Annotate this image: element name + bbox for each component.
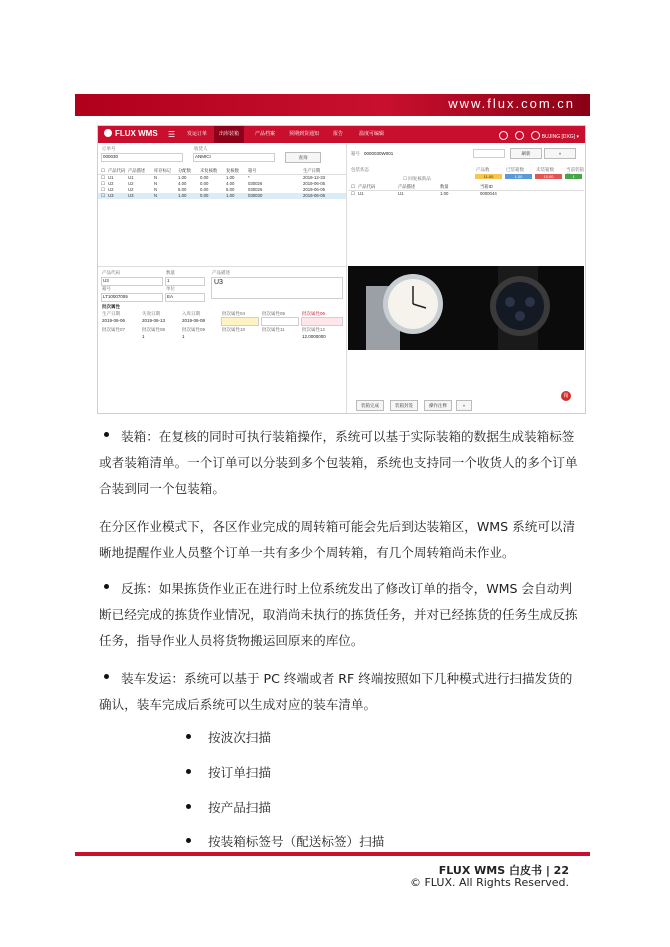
refresh-button[interactable]: 刷新 bbox=[510, 148, 542, 159]
cell: U1 bbox=[108, 175, 114, 180]
user-icon[interactable] bbox=[531, 131, 540, 140]
grid-checkbox-icon[interactable]: ☐ bbox=[101, 168, 105, 173]
metric-head: 当前装箱 bbox=[566, 167, 584, 172]
cell: 4.00 bbox=[226, 181, 235, 186]
metric-value-blue: 1.00 bbox=[505, 174, 532, 179]
sub-item-order: 按订单扫描 bbox=[208, 765, 271, 780]
user-name: BUJING [DXG] bbox=[541, 134, 576, 140]
table-row[interactable]: ☐ U1 U1 1.00 0000044 bbox=[351, 191, 497, 196]
qty-label: 数量 bbox=[166, 270, 175, 275]
grid-head-2: 库存标记 bbox=[154, 168, 172, 173]
sub-item-wave: 按波次扫描 bbox=[208, 730, 271, 745]
attr-input[interactable] bbox=[221, 317, 259, 326]
cell: 1.00 bbox=[226, 175, 235, 180]
product-label: 产品代码 bbox=[102, 270, 120, 275]
pack-complete-button[interactable]: 装箱完成 bbox=[356, 400, 384, 411]
cell: 2019-12-33 bbox=[303, 175, 325, 180]
cell: U2 bbox=[108, 181, 114, 186]
watch-photo bbox=[348, 266, 584, 350]
wms-screenshot bbox=[97, 125, 586, 414]
qty-input[interactable] bbox=[165, 277, 205, 286]
cell: 1.00 bbox=[440, 191, 449, 196]
grid-head-5: 复核数 bbox=[226, 168, 239, 173]
sub-item-product: 按产品扫描 bbox=[208, 800, 271, 815]
cell: 0.00 bbox=[200, 187, 209, 192]
left-top-pane bbox=[98, 144, 347, 266]
desc-label: 产品描述 bbox=[212, 270, 230, 275]
attr-value[interactable]: 2019-06-08 bbox=[182, 318, 206, 323]
cell: U2 bbox=[108, 187, 114, 192]
right-bottom-pane bbox=[348, 351, 584, 412]
desc-value: U3 bbox=[214, 279, 223, 286]
right-grid-head: 数量 bbox=[440, 184, 449, 189]
left-grid bbox=[98, 168, 346, 264]
product-input[interactable] bbox=[101, 277, 163, 286]
attr-label: 批次属性07 bbox=[102, 327, 126, 332]
metric-value-yellow: 11.00 bbox=[475, 174, 502, 179]
table-row[interactable]: ☐ U2 U2 N 5.00 0.00 5.00 030026 2019-06-05 bbox=[101, 187, 325, 192]
seal-box-button[interactable]: 装箱封签 bbox=[390, 400, 418, 411]
grid-head-7: 生产日期 bbox=[303, 168, 321, 173]
nav-item-4[interactable]: 报告 bbox=[333, 131, 344, 137]
attr-label: 生产日期 bbox=[102, 311, 120, 316]
attr-title: 批次属性 bbox=[102, 304, 120, 309]
metric-head: 未装箱数 bbox=[536, 167, 554, 172]
grid-head-4: 未复核数 bbox=[200, 168, 218, 173]
sub-bullet-4 bbox=[186, 838, 191, 843]
cell: U2 bbox=[128, 181, 134, 186]
metric-value-green: 1 bbox=[565, 174, 582, 179]
cell: 5.00 bbox=[226, 187, 235, 192]
order-label: 订单号 bbox=[102, 146, 116, 151]
attr-input[interactable] bbox=[261, 317, 299, 326]
metric-head: 产品数 bbox=[476, 167, 490, 172]
sub-bullet-3 bbox=[186, 804, 191, 809]
right-grid-head: 当箱ID bbox=[480, 184, 493, 189]
product-value: U3 bbox=[103, 278, 109, 283]
app-topbar bbox=[98, 126, 585, 143]
paragraph-zone: 在分区作业模式下，各区作业完成的周转箱可能会先后到达装箱区，WMS 系统可以清晰地提醒作业人员整个订单一共有多少个周转箱，有几个周转箱尚未作业。 bbox=[99, 519, 576, 560]
metric-head: 已装箱数 bbox=[506, 167, 524, 172]
order-value: 000030 bbox=[103, 154, 119, 159]
cell: U1 bbox=[398, 191, 404, 196]
more-button[interactable]: » bbox=[456, 400, 472, 411]
query-button[interactable]: 查询 bbox=[285, 152, 321, 163]
app-name: FLUX WMS bbox=[115, 129, 158, 138]
attr-label: 批次属性09 bbox=[182, 327, 206, 332]
cell: 1.00 bbox=[178, 193, 187, 198]
attr-label: 批次属性04 bbox=[222, 311, 246, 316]
grid-head-1: 产品描述 bbox=[128, 168, 146, 173]
paragraph-reverse-pick: 反拣：如果拣货作业正在进行时上位系统发出了修改订单的指令，WMS 会自动判断已经完成的拣货作业情况，取消尚未执行的拣货任务，并对已经拣货的任务生成反拣任务，指导作业人员将货物搬运回原来的库位。 bbox=[99, 581, 578, 648]
detail-pane bbox=[98, 266, 347, 413]
cell: 0.00 bbox=[200, 193, 209, 198]
cell: 2019-06-05 bbox=[303, 181, 325, 186]
consignee-value: ANMICI bbox=[195, 154, 211, 159]
nav-item-5[interactable]: 温度可编辑 bbox=[359, 131, 385, 137]
right-grid-header: ☐ 产品代码 产品描述 数量 当箱ID bbox=[348, 184, 584, 191]
cell: U1 bbox=[128, 175, 134, 180]
grid-head-3: 分配数 bbox=[178, 168, 191, 173]
footer-copyright: © FLUX. All Rights Reserved. bbox=[409, 876, 569, 889]
info-icon[interactable] bbox=[515, 131, 524, 140]
cell: 0.00 bbox=[200, 175, 209, 180]
unit-label: 单位 bbox=[166, 286, 175, 291]
bell-icon[interactable] bbox=[499, 131, 508, 140]
sub-item-label: 按装箱标签号（配送标签）扫描 bbox=[208, 834, 385, 849]
cell: 030030 bbox=[248, 193, 263, 198]
cell: N bbox=[154, 181, 158, 186]
footer-title: FLUX WMS 白皮书 | 22 bbox=[438, 864, 569, 877]
grid-head-0: 产品代码 bbox=[108, 168, 126, 173]
cell: 030026 bbox=[248, 181, 263, 186]
consignee-label: 收货人 bbox=[194, 146, 208, 151]
cell: 1.00 bbox=[226, 193, 235, 198]
cell: 1.00 bbox=[178, 175, 187, 180]
box-label: 箱号 bbox=[102, 286, 111, 291]
cell: N bbox=[154, 193, 158, 198]
metric-value-red: 10.00 bbox=[535, 174, 562, 179]
cell: U3 bbox=[108, 193, 114, 198]
table-row[interactable]: ☐ U1 U1 N 1.00 0.00 1.00 * 2019-12-33 bbox=[101, 175, 325, 180]
cell: 0.00 bbox=[200, 181, 209, 186]
nav-item-0[interactable]: 发运订单 bbox=[187, 131, 208, 137]
attr-label: 批次属性10 bbox=[222, 327, 246, 332]
cell: 5.00 bbox=[178, 187, 187, 192]
right-top-pane bbox=[348, 144, 584, 266]
header-url[interactable]: www.flux.com.cn bbox=[448, 96, 575, 111]
attr-label: 失效日期 bbox=[142, 311, 160, 316]
cell: 2019-06-06 bbox=[303, 193, 325, 198]
cell: U2 bbox=[128, 187, 134, 192]
table-row[interactable]: ☐ U2 U2 N 4.00 0.00 4.00 030026 2019-06-05 bbox=[101, 181, 325, 186]
attr-label: 批次属性06 bbox=[302, 311, 326, 316]
cell: * bbox=[248, 175, 250, 180]
right-box-label: 箱号 bbox=[351, 151, 360, 156]
desc-input[interactable] bbox=[211, 277, 343, 299]
nav-item-2[interactable]: 产品档案 bbox=[255, 131, 276, 137]
nav-item-1[interactable]: 出库装箱 bbox=[214, 126, 244, 143]
paragraph-packing: 装箱：在复核的同时可执行装箱操作，系统可以基于实际装箱的数据生成装箱标签或者装箱清单。一个订单可以分装到多个包装箱，系统也支持同一个收货人的多个订单合装到同一个包装箱。 bbox=[99, 429, 578, 496]
unit-value: EA bbox=[167, 294, 174, 299]
cell: N bbox=[154, 187, 158, 192]
right-grid-head: 产品描述 bbox=[398, 184, 416, 189]
flux-logo-icon bbox=[104, 129, 112, 137]
right-search-input[interactable] bbox=[473, 149, 505, 158]
cell: 030026 bbox=[248, 187, 263, 192]
attr-label: 入库日期 bbox=[182, 311, 200, 316]
cell: 2019-06-05 bbox=[303, 187, 325, 192]
user-area[interactable]: BUJING [DXG] ▾ bbox=[493, 131, 579, 140]
attr-label: 批次属性05 bbox=[262, 311, 286, 316]
sub-bullet-2 bbox=[186, 769, 191, 774]
box-value: LT10007055 bbox=[103, 294, 128, 299]
status-check-label: 回复核新品 bbox=[408, 176, 431, 181]
notes-button[interactable]: 操作注释 bbox=[424, 400, 452, 411]
qty-value: 1 bbox=[167, 278, 170, 283]
cell: U1 bbox=[358, 191, 364, 196]
attr-label: 批次属性12 bbox=[302, 327, 326, 332]
app-logo bbox=[104, 129, 158, 138]
menu-icon[interactable]: ☰ bbox=[168, 130, 176, 139]
nav-item-3[interactable]: 预期到货通知 bbox=[289, 131, 320, 137]
attr-value[interactable]: 12.0000000 bbox=[302, 334, 326, 339]
expand-button[interactable]: » bbox=[544, 148, 576, 159]
grid-head-6: 箱号 bbox=[248, 168, 257, 173]
table-row-selected[interactable]: ☐ U3 U3 N 1.00 0.00 1.00 030030 2019-06-06 bbox=[98, 193, 346, 199]
cell: N bbox=[154, 175, 158, 180]
right-box-value: 0000030W001 bbox=[364, 151, 394, 156]
right-grid-head: 产品代码 bbox=[358, 184, 376, 189]
footer-bar bbox=[75, 852, 590, 856]
fab-box-button[interactable]: 箱 bbox=[561, 391, 571, 401]
cell: U3 bbox=[128, 193, 134, 198]
cell: 0000044 bbox=[480, 191, 497, 196]
attr-input[interactable] bbox=[301, 317, 343, 326]
paragraph-loading: 装车发运：系统可以基于 PC 终端或者 RF 终端按照如下几种模式进行扫描发货的确认，装车完成后系统可以生成对应的装车清单。 bbox=[99, 671, 573, 712]
attr-value[interactable]: 1 bbox=[142, 334, 145, 339]
attr-value[interactable]: 2019-06-06 bbox=[102, 318, 126, 323]
status-label: 包装状态 bbox=[351, 167, 369, 172]
attr-label: 批次属性08 bbox=[142, 327, 166, 332]
watch-image bbox=[348, 266, 584, 350]
attr-value[interactable]: 1 bbox=[182, 334, 185, 339]
attr-value[interactable]: 2019-06-13 bbox=[142, 318, 166, 323]
attr-label: 批次属性11 bbox=[262, 327, 285, 332]
left-grid-header bbox=[98, 168, 346, 175]
cell: 4.00 bbox=[178, 181, 187, 186]
sub-bullet-1 bbox=[186, 734, 191, 739]
status-checkbox[interactable]: ☐ 回复核新品 bbox=[403, 176, 431, 181]
